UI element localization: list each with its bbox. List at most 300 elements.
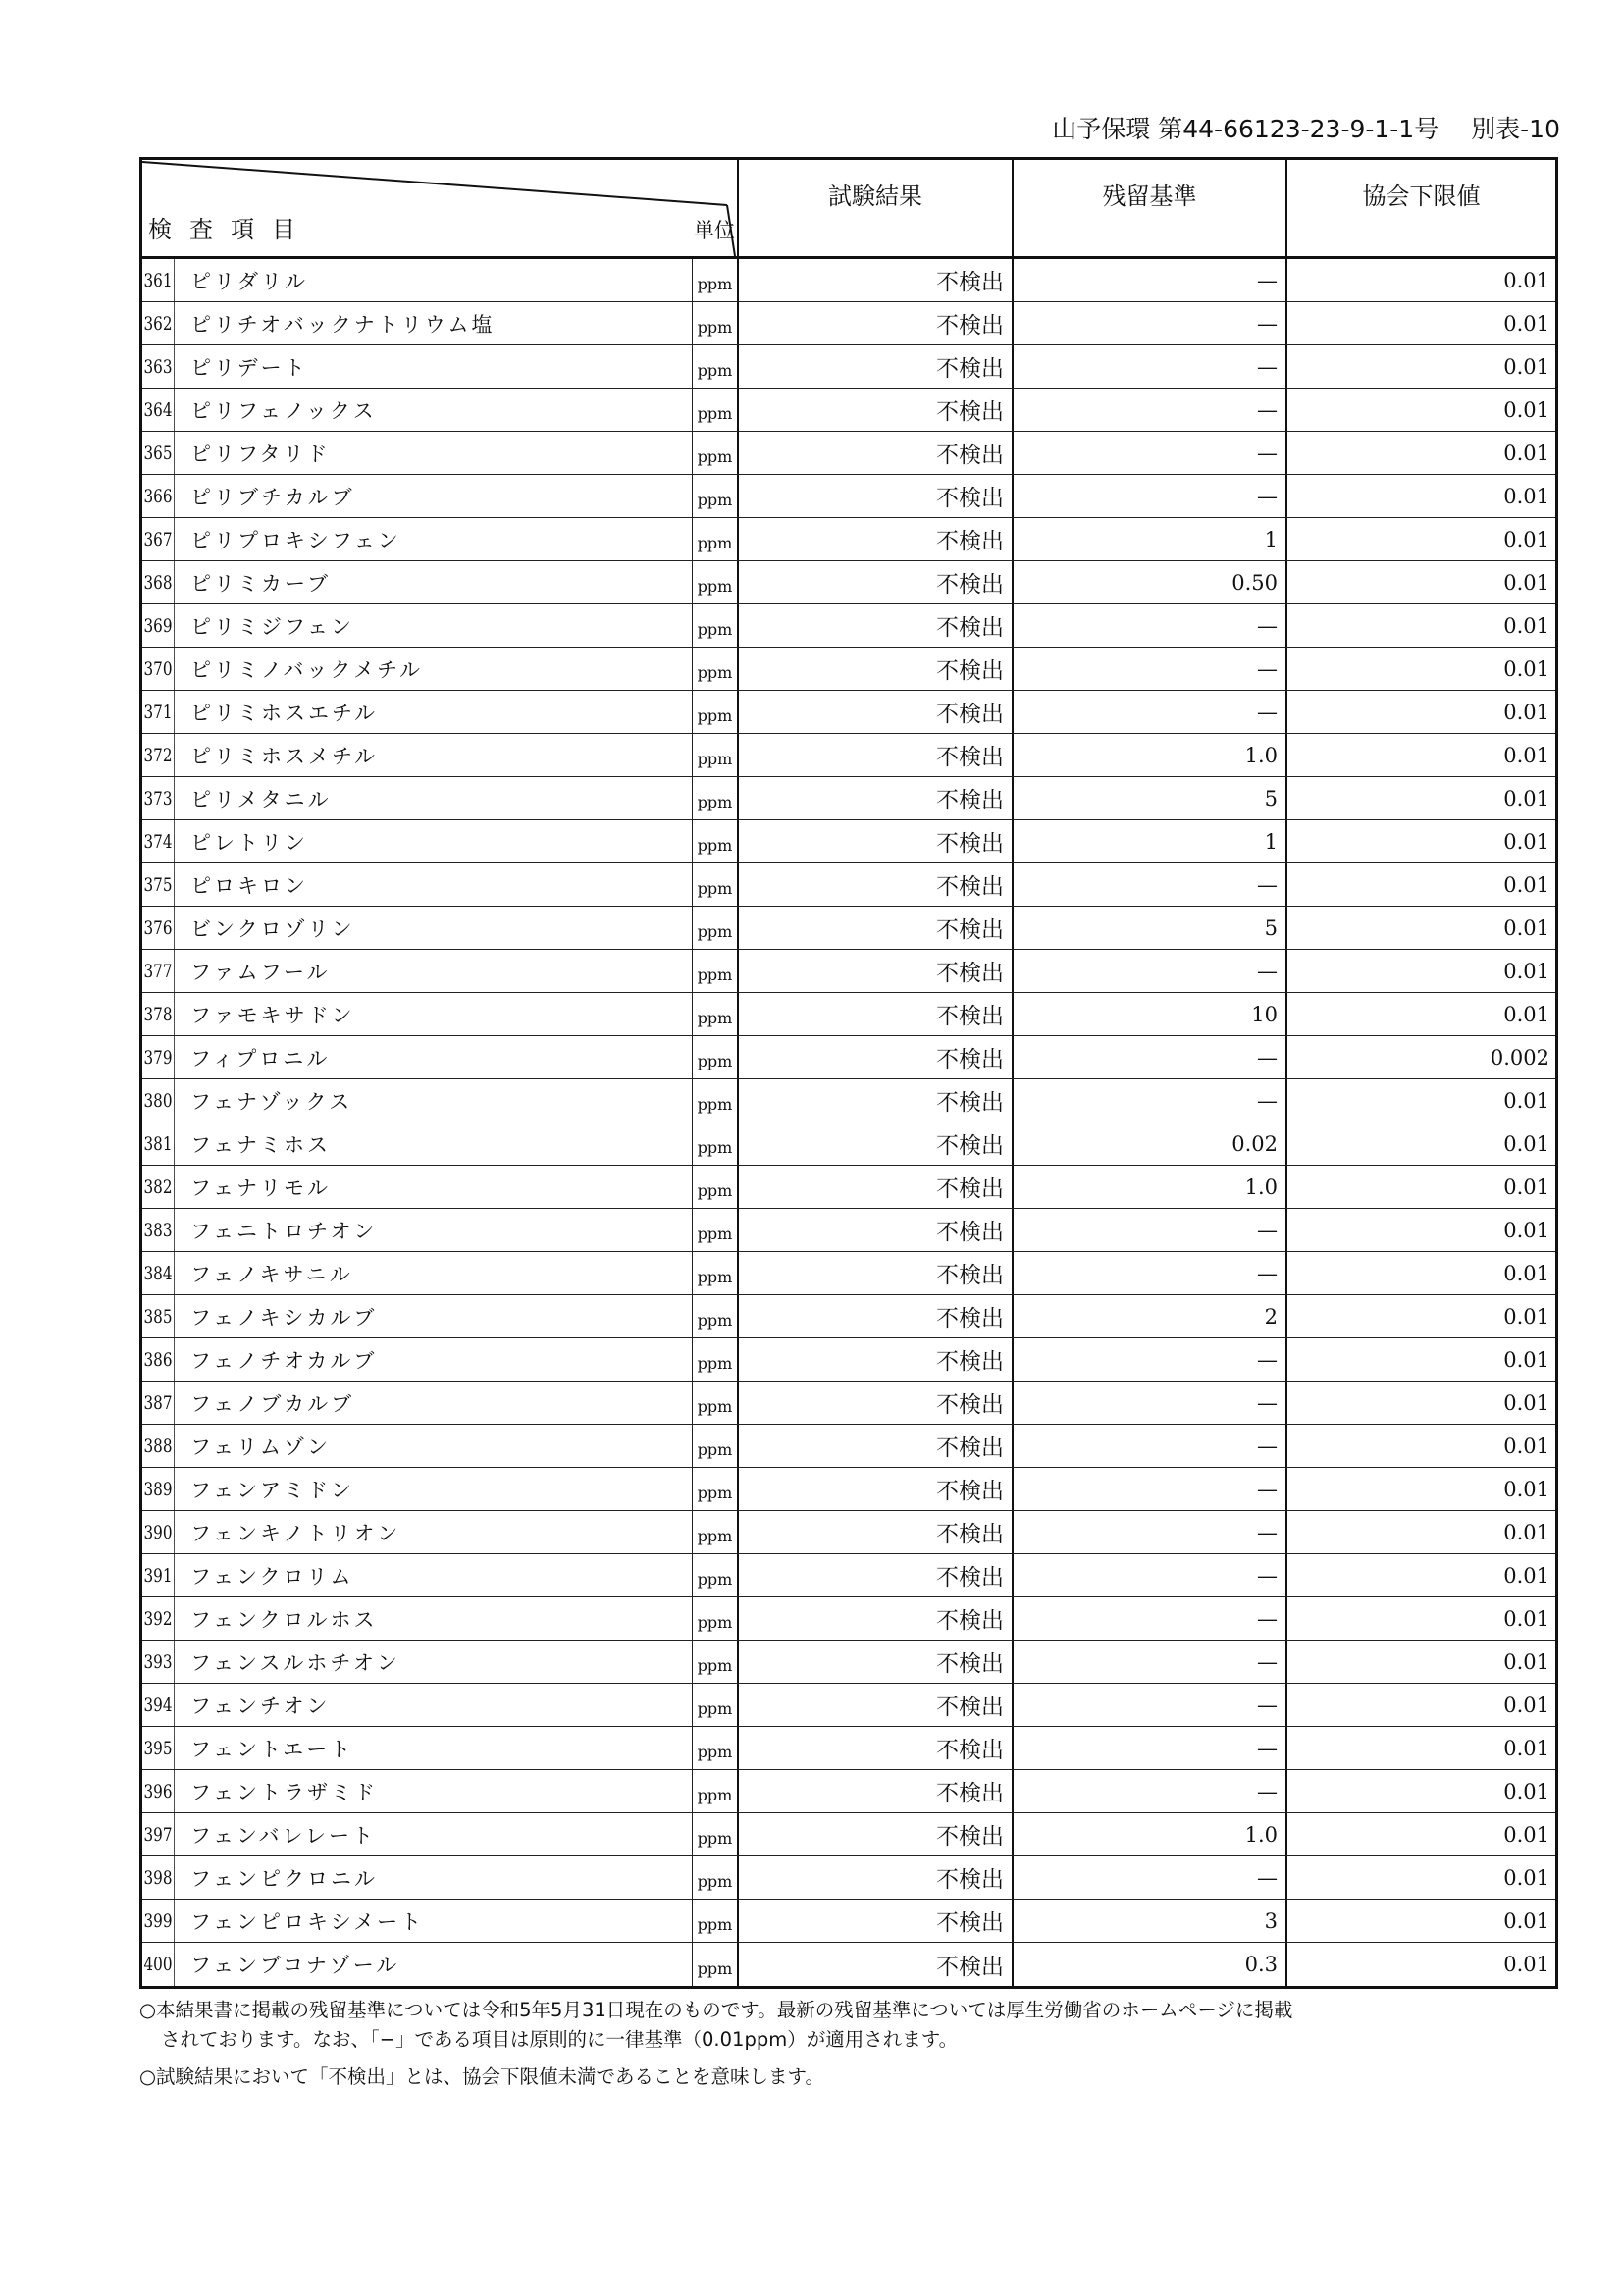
residue-standard	[1014, 1166, 1287, 1208]
test-result-text: 不検出	[936, 917, 1004, 943]
residue-standard	[1014, 1856, 1287, 1899]
unit	[693, 820, 739, 862]
row-number-text: 397	[143, 1823, 173, 1846]
item-name	[183, 820, 693, 862]
residue-standard-text: 1.0	[1244, 1822, 1278, 1847]
unit-text: ppm	[697, 1052, 733, 1070]
row-number	[142, 345, 175, 388]
residue-standard	[1014, 1338, 1287, 1381]
lower-limit	[1287, 1597, 1555, 1640]
item-name	[183, 1036, 693, 1078]
test-result	[739, 1036, 1014, 1078]
residue-standard-text: 2	[1264, 1304, 1278, 1329]
unit-text: ppm	[697, 922, 733, 941]
lower-limit	[1287, 1079, 1555, 1122]
item-name-text: フェナゾックス	[190, 1089, 353, 1114]
residue-standard	[1014, 734, 1287, 776]
test-result	[739, 604, 1014, 647]
lower-limit	[1287, 1813, 1555, 1855]
item-name	[183, 432, 693, 474]
lower-limit-text: 0.01	[1503, 1865, 1549, 1890]
row-number	[142, 432, 175, 474]
unit	[693, 475, 739, 517]
item-name	[183, 259, 693, 301]
row-number-text: 373	[143, 787, 173, 809]
unit	[693, 432, 739, 474]
lower-limit-text: 0.01	[1503, 656, 1549, 681]
residue-standard-text: 1	[1264, 829, 1278, 854]
item-name	[183, 1597, 693, 1640]
test-result-text: 不検出	[936, 831, 1004, 857]
row-number	[142, 1382, 175, 1424]
test-result-text: 不検出	[936, 1738, 1004, 1763]
test-result-text: 不検出	[936, 486, 1004, 511]
row-number-text: 389	[143, 1478, 173, 1500]
row-number-text: 386	[143, 1348, 173, 1371]
table-row	[142, 1166, 1555, 1209]
row-number-text: 374	[143, 830, 173, 853]
row-number-text: 399	[143, 1909, 173, 1932]
test-result-text: 不検出	[936, 874, 1004, 900]
item-name-text: ピリフェノックス	[190, 398, 377, 423]
residue-standard-text: —	[1257, 441, 1278, 465]
row-number	[142, 1684, 175, 1726]
lower-limit-text: 0.01	[1503, 484, 1549, 508]
table-row	[142, 518, 1555, 561]
item-name-text: ピリミホスメチル	[190, 744, 378, 768]
unit	[693, 302, 739, 344]
test-result-text: 不検出	[936, 1392, 1004, 1418]
lower-limit-text: 0.01	[1503, 1218, 1549, 1242]
lower-limit	[1287, 1856, 1555, 1899]
lower-limit	[1287, 475, 1555, 517]
row-number-text: 369	[143, 614, 173, 637]
row-number	[142, 1900, 175, 1942]
table-row	[142, 1554, 1555, 1597]
lower-limit	[1287, 950, 1555, 992]
table-row	[142, 561, 1555, 604]
row-number-text: 398	[143, 1866, 173, 1889]
item-name-text: フィプロニル	[190, 1046, 331, 1070]
lower-limit	[1287, 1468, 1555, 1510]
unit	[693, 734, 739, 776]
row-number	[142, 1511, 175, 1553]
row-number-text: 364	[143, 398, 173, 421]
residue-standard	[1014, 432, 1287, 474]
unit-text: ppm	[697, 1311, 733, 1330]
row-number	[142, 1252, 175, 1294]
table-row	[142, 1036, 1555, 1079]
residue-standard-text: —	[1257, 311, 1278, 336]
lower-limit	[1287, 1641, 1555, 1683]
unit	[693, 1382, 739, 1424]
table-row	[142, 993, 1555, 1036]
item-name-text: フェナリモル	[190, 1175, 331, 1200]
lower-limit-text: 0.01	[1503, 1390, 1549, 1415]
note-1-line-2: されております。なお、「−」である項目は原則的に一律基準（0.01ppm）が適用されます。	[161, 2028, 959, 2051]
item-name-text: ピリデート	[190, 355, 308, 380]
note-2: ○試験結果において「不検出」とは、協会下限値未満であることを意味します。	[139, 2065, 824, 2088]
lower-limit-text: 0.01	[1503, 1520, 1549, 1544]
unit-text: ppm	[697, 620, 733, 639]
table-row	[142, 1856, 1555, 1900]
unit-text: ppm	[697, 750, 733, 768]
table-row	[142, 907, 1555, 950]
test-result	[739, 1295, 1014, 1337]
unit-text: ppm	[697, 1786, 733, 1804]
item-name	[183, 345, 693, 388]
unit-text: ppm	[697, 1699, 733, 1718]
test-result	[739, 863, 1014, 906]
footnotes	[139, 1996, 1592, 2092]
row-number	[142, 993, 175, 1035]
item-name-text: フェンクロルホス	[190, 1607, 378, 1632]
table-row	[142, 691, 1555, 734]
row-number	[142, 1166, 175, 1208]
residue-standard	[1014, 518, 1287, 560]
item-name-text: ピリミノバックメチル	[190, 657, 424, 682]
row-number-text: 388	[143, 1435, 173, 1457]
item-name	[183, 518, 693, 560]
unit	[693, 604, 739, 647]
residue-standard-text: 0.02	[1231, 1131, 1278, 1156]
table-row	[142, 1943, 1555, 1986]
test-result	[739, 1856, 1014, 1899]
item-name-text: ピリチオバックナトリウム塩	[190, 312, 496, 337]
unit	[693, 691, 739, 733]
lower-limit-text: 0.01	[1503, 829, 1549, 854]
row-number	[142, 1856, 175, 1899]
lower-limit-text: 0.01	[1503, 1088, 1549, 1113]
lower-limit	[1287, 1036, 1555, 1078]
residue-standard-text: —	[1257, 1649, 1278, 1674]
residue-standard-text: —	[1257, 1045, 1278, 1070]
row-number	[142, 1468, 175, 1510]
lower-limit-text: 0.01	[1503, 1347, 1549, 1372]
unit-text: ppm	[697, 1354, 733, 1373]
item-name	[183, 1166, 693, 1208]
row-number	[142, 950, 175, 992]
unit	[693, 1727, 739, 1769]
test-result-text: 不検出	[936, 356, 1004, 382]
lower-limit	[1287, 907, 1555, 949]
test-result	[739, 950, 1014, 992]
test-result-text: 不検出	[936, 1651, 1004, 1677]
item-name-text: ピリミホスエチル	[190, 701, 378, 725]
test-result-text: 不検出	[936, 1004, 1004, 1029]
item-name	[183, 1079, 693, 1122]
unit-text: ppm	[697, 663, 733, 682]
item-name-text: ピリミジフェン	[190, 614, 354, 639]
item-name	[183, 1641, 693, 1683]
lower-limit	[1287, 604, 1555, 647]
lower-limit	[1287, 1943, 1555, 1986]
item-name-text: フェンキノトリオン	[190, 1521, 401, 1545]
row-number	[142, 518, 175, 560]
test-result-text: 不検出	[936, 443, 1004, 468]
row-number-text: 385	[143, 1305, 173, 1328]
item-name-text: ピリフタリド	[190, 442, 331, 466]
residue-standard-text: 5	[1264, 915, 1278, 940]
item-name	[183, 1770, 693, 1812]
item-name-text: ピロキロン	[190, 873, 308, 898]
row-number-text: 396	[143, 1780, 173, 1802]
unit	[693, 1770, 739, 1812]
residue-standard-text: —	[1257, 613, 1278, 638]
unit	[693, 863, 739, 906]
row-number	[142, 1554, 175, 1596]
test-result-text: 不検出	[936, 658, 1004, 684]
residue-standard	[1014, 1900, 1287, 1942]
residue-standard	[1014, 907, 1287, 949]
residue-standard	[1014, 1468, 1287, 1510]
unit-text: ppm	[697, 1397, 733, 1416]
header-standard: 残留基準	[1014, 160, 1287, 256]
table-row	[142, 604, 1555, 648]
residue-standard-text: —	[1257, 959, 1278, 983]
test-result	[739, 1770, 1014, 1812]
unit-text: ppm	[697, 275, 733, 293]
test-result	[739, 1338, 1014, 1381]
test-result	[739, 1641, 1014, 1683]
test-result-text: 不検出	[936, 1090, 1004, 1116]
lower-limit	[1287, 432, 1555, 474]
header-item-unit-cell	[142, 160, 739, 256]
table-row	[142, 1641, 1555, 1684]
unit-text: ppm	[697, 879, 733, 898]
residue-standard	[1014, 1036, 1287, 1078]
test-result-text: 不検出	[936, 1608, 1004, 1634]
item-name	[183, 1900, 693, 1942]
lower-limit	[1287, 1382, 1555, 1424]
row-number-text: 365	[143, 442, 173, 464]
table-row	[142, 345, 1555, 389]
row-number	[142, 1122, 175, 1165]
test-result-text: 不検出	[936, 1867, 1004, 1893]
test-result-text: 不検出	[936, 1781, 1004, 1806]
residue-standard-text: —	[1257, 1218, 1278, 1242]
unit	[693, 1295, 739, 1337]
table-row	[142, 1425, 1555, 1468]
item-name-text: フェリムゾン	[190, 1435, 331, 1459]
row-number	[142, 734, 175, 776]
unit	[693, 1468, 739, 1510]
row-number-text: 381	[143, 1132, 173, 1155]
residue-standard	[1014, 1079, 1287, 1122]
row-number	[142, 389, 175, 431]
test-result	[739, 648, 1014, 690]
unit	[693, 1079, 739, 1122]
test-result-text: 不検出	[936, 1479, 1004, 1504]
test-result	[739, 1813, 1014, 1855]
item-name-text: ファムフール	[190, 960, 331, 984]
unit-text: ppm	[697, 1440, 733, 1459]
test-result-text: 不検出	[936, 745, 1004, 770]
row-number-text: 392	[143, 1607, 173, 1630]
unit-text: ppm	[697, 404, 733, 423]
test-result-text: 不検出	[936, 961, 1004, 986]
row-number-text: 376	[143, 916, 173, 939]
item-name	[183, 561, 693, 603]
residue-standard-text: 3	[1264, 1908, 1278, 1933]
row-number-text: 363	[143, 355, 173, 378]
row-number	[142, 1036, 175, 1078]
lower-limit-text: 0.01	[1503, 1174, 1549, 1199]
unit	[693, 1856, 739, 1899]
residue-standard-text: —	[1257, 1390, 1278, 1415]
unit-text: ppm	[697, 1225, 733, 1243]
item-name-text: フェンクロリム	[190, 1564, 354, 1589]
residue-standard	[1014, 389, 1287, 431]
row-number-text: 366	[143, 485, 173, 507]
test-result	[739, 1382, 1014, 1424]
test-result-text: 不検出	[936, 1695, 1004, 1720]
unit	[693, 777, 739, 819]
table-row	[142, 1770, 1555, 1813]
test-result-text: 不検出	[936, 1522, 1004, 1547]
item-name	[183, 1338, 693, 1381]
note-1-line-1: ○本結果書に掲載の残留基準については令和5年5月31日現在のものです。最新の残留基準については厚生労働省のホームページに掲載	[139, 1999, 1293, 2021]
residue-standard	[1014, 561, 1287, 603]
lower-limit	[1287, 820, 1555, 862]
test-result-text: 不検出	[936, 788, 1004, 813]
item-name-text: ピリプロキシフェン	[190, 528, 401, 552]
unit-text: ppm	[697, 534, 733, 552]
lower-limit-text: 0.01	[1503, 1693, 1549, 1717]
results-table	[139, 157, 1558, 1989]
row-number	[142, 691, 175, 733]
lower-limit	[1287, 1770, 1555, 1812]
row-number	[142, 561, 175, 603]
test-result	[739, 993, 1014, 1035]
lower-limit-text: 0.01	[1503, 1736, 1549, 1760]
test-result-text: 不検出	[936, 572, 1004, 598]
row-number	[142, 1079, 175, 1122]
unit-text: ppm	[697, 447, 733, 466]
item-name-text: フェナミホス	[190, 1132, 331, 1157]
unit	[693, 1641, 739, 1683]
test-result	[739, 1252, 1014, 1294]
row-number	[142, 1727, 175, 1769]
item-name-text: ビンクロゾリン	[190, 916, 355, 941]
row-number-text: 395	[143, 1737, 173, 1759]
lower-limit	[1287, 561, 1555, 603]
row-number	[142, 259, 175, 301]
residue-standard-text: 0.50	[1231, 570, 1278, 595]
residue-standard-text: 1.0	[1244, 743, 1278, 767]
lower-limit	[1287, 1166, 1555, 1208]
residue-standard	[1014, 691, 1287, 733]
residue-standard-text: —	[1257, 397, 1278, 422]
unit	[693, 1511, 739, 1553]
item-name	[183, 777, 693, 819]
unit-text: ppm	[697, 1872, 733, 1891]
lower-limit-text: 0.01	[1503, 441, 1549, 465]
test-result	[739, 259, 1014, 301]
residue-standard-text: 10	[1251, 1002, 1278, 1026]
residue-standard	[1014, 863, 1287, 906]
test-result-text: 不検出	[936, 1954, 1004, 1980]
unit	[693, 1338, 739, 1381]
unit-text: ppm	[697, 793, 733, 811]
residue-standard	[1014, 1511, 1287, 1553]
test-result-text: 不検出	[936, 399, 1004, 425]
item-name-text: フェンピクロニル	[190, 1866, 378, 1891]
item-name-text: フェンチオン	[190, 1694, 331, 1718]
item-name	[183, 1122, 693, 1165]
row-number-text: 362	[143, 312, 173, 335]
row-number-text: 361	[143, 269, 173, 291]
lower-limit	[1287, 1900, 1555, 1942]
test-result	[739, 1511, 1014, 1553]
unit-text: ppm	[697, 1484, 733, 1502]
residue-standard-text: —	[1257, 1606, 1278, 1631]
residue-standard-text: 1.0	[1244, 1174, 1278, 1199]
unit-text: ppm	[697, 1527, 733, 1545]
row-number	[142, 863, 175, 906]
unit-text: ppm	[697, 318, 733, 337]
unit-text: ppm	[697, 1009, 733, 1027]
row-number-text: 367	[143, 528, 173, 550]
lower-limit	[1287, 1338, 1555, 1381]
table-row	[142, 1684, 1555, 1727]
residue-standard-text: —	[1257, 1563, 1278, 1588]
table-row	[142, 820, 1555, 863]
unit	[693, 950, 739, 992]
item-name	[183, 691, 693, 733]
item-name	[183, 1943, 693, 1986]
row-number-text: 383	[143, 1219, 173, 1241]
unit	[693, 1252, 739, 1294]
item-name	[183, 1813, 693, 1855]
test-result	[739, 302, 1014, 344]
residue-standard	[1014, 993, 1287, 1035]
item-name	[183, 604, 693, 647]
unit-text: ppm	[697, 706, 733, 725]
residue-standard-text: —	[1257, 484, 1278, 508]
residue-standard	[1014, 259, 1287, 301]
lower-limit-text: 0.01	[1503, 743, 1549, 767]
table-row	[142, 1252, 1555, 1295]
item-name	[183, 1382, 693, 1424]
residue-standard-text: —	[1257, 872, 1278, 897]
residue-standard-text: 5	[1264, 786, 1278, 810]
lower-limit	[1287, 1684, 1555, 1726]
residue-standard	[1014, 1727, 1287, 1769]
residue-standard-text: —	[1257, 1088, 1278, 1113]
row-number	[142, 1209, 175, 1251]
unit	[693, 907, 739, 949]
test-result	[739, 1727, 1014, 1769]
item-name-text: フェンピロキシメート	[190, 1909, 425, 1934]
table-row	[142, 1122, 1555, 1166]
residue-standard-text: —	[1257, 1693, 1278, 1717]
row-number	[142, 820, 175, 862]
header-result: 試験結果	[739, 160, 1014, 256]
row-number-text: 378	[143, 1003, 173, 1025]
row-number	[142, 1770, 175, 1812]
lower-limit-text: 0.01	[1503, 570, 1549, 595]
item-name	[183, 302, 693, 344]
row-number	[142, 1597, 175, 1640]
unit-text: ppm	[697, 1095, 733, 1114]
lower-limit	[1287, 389, 1555, 431]
row-number	[142, 1641, 175, 1683]
test-result	[739, 1079, 1014, 1122]
table-body	[142, 259, 1555, 1986]
row-number-text: 372	[143, 744, 173, 766]
test-result	[739, 1166, 1014, 1208]
